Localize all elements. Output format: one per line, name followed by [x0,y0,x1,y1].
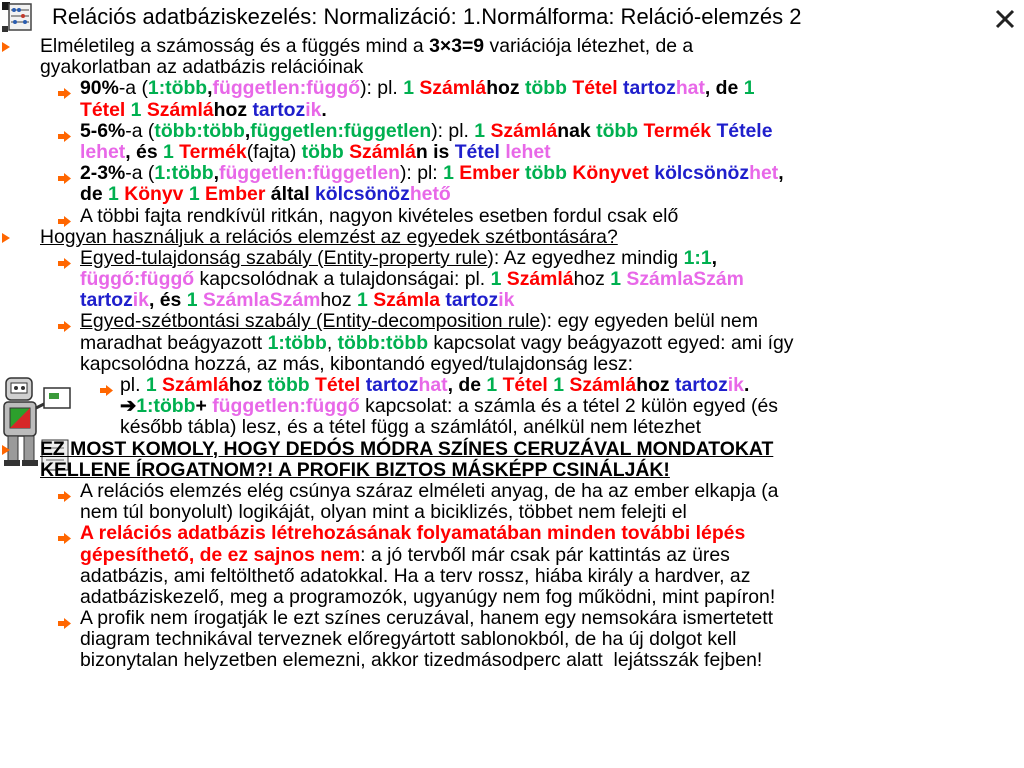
text-segment: lehet [505,140,551,163]
text-segment: több [525,162,573,185]
text-segment: adatbáziskezelő, meg a programozók, ugyanúgy nem fog működni, mint papíron! [80,585,776,608]
text-segment: ): pl: [399,162,444,185]
text-segment: tartoz [623,77,676,100]
text-segment: ): pl. [360,77,404,100]
text-segment: 1:több [147,77,208,100]
text-segment: hat [418,374,448,396]
arrow-bullet-icon [58,211,71,222]
text-segment: később tábla) lesz, és a tétel függ a számlától, anélkül nem létezhet [120,416,701,439]
text-line [0,354,1024,375]
text-line [0,206,1024,227]
text-segment: Számlá [419,77,487,100]
text-line [0,566,1024,587]
text-segment: . [321,98,327,121]
arrow-bullet-icon [2,42,10,52]
text-segment: maradhat beágyazott [80,331,268,354]
arrow-bullet-icon [58,613,71,624]
text-segment: által [270,183,315,206]
text-segment: ik [498,289,515,312]
text-segment: Tétel [502,374,554,396]
text-segment: diagram technikával terveznek előregyártott sablonokból, de ha új dolgot kell [80,628,737,651]
text-segment: lehet [80,140,126,163]
text-line [0,545,1024,566]
arrow-bullet-icon [100,380,113,391]
text-line [0,481,1024,502]
text-segment: Könyvet [572,162,655,185]
text-segment: . [743,374,750,396]
text-segment: Könyv [124,183,189,206]
text-segment: ik [727,374,744,396]
arrow-bullet-icon [58,528,71,539]
text-segment: 1 [186,289,203,312]
text-segment: Egyed-szétbontási szabály (Entity-decomposition rule [80,310,541,333]
text-segment: 1 [443,162,460,185]
text-segment: (fajta) [246,140,302,163]
close-icon[interactable] [992,4,1020,32]
text-segment: ): egy egyeden belül nem [540,310,758,333]
text-line [0,502,1024,523]
text-segment: ): Az egyedhez mindig [487,246,684,269]
text-segment: Számlá [506,268,574,291]
text-segment: független:független [219,162,400,185]
text-segment: , és [148,289,187,312]
text-segment: 1 [743,77,755,100]
text-segment: több [267,374,316,396]
text-segment: 1 [108,183,125,206]
text-segment: -a ( [118,77,148,100]
text-segment: tartoz [365,374,419,396]
text-segment: 1:több [267,331,327,354]
slide-title: Relációs adatbáziskezelés: Normalizáció: 1.Normálforma: Reláció-elemzés 2 [52,4,802,29]
text-segment: tartoz [675,374,728,396]
right-arrow-icon: ➔ [120,395,137,418]
text-segment: 1 [188,183,206,206]
arrow-bullet-icon [58,486,71,497]
text-segment: kapcsolat vagy beágyazott egyed: ami így [428,331,794,354]
text-segment: több [596,119,644,142]
text-line [0,248,1024,269]
text-segment: hető [409,183,451,206]
text-segment: Hogyan használjuk a relációs elemzést az egyedek szétbontására? [40,225,618,248]
text-segment: független:függő [212,395,360,418]
text-segment: A többi fajta rendkívül ritkán, nagyon kivételes esetben fordul csak elő [80,204,679,227]
text-segment: 1 [145,374,163,396]
text-segment: -a ( [125,162,155,185]
text-segment: Elméletileg a számosság és a függés mind a [40,35,430,57]
text-segment: tartoz [80,289,133,312]
text-segment: Számla [373,289,446,312]
text-line [0,311,1024,332]
text-line [0,100,1024,121]
text-segment: SzámlaSzám [626,268,744,291]
text-segment: nak [557,119,597,142]
text-segment: , [711,246,718,269]
text-segment: 1 [490,268,507,291]
text-segment: SzámlaSzám [202,289,321,312]
text-segment: kapcsolódnak a tulajdonságai: pl. [194,268,491,291]
text-line [0,608,1024,629]
text-segment: , [207,77,213,100]
text-line [0,396,1024,417]
text-segment: , [244,119,251,142]
text-segment: 3×3=9 [429,35,485,57]
text-segment: Ember [205,183,271,206]
text-segment: Termék [643,119,717,142]
text-segment: is [433,140,455,163]
text-segment: Termék [179,140,247,163]
text-segment: kapcsolat: a számla és a tétel 2 külön egyed (és [359,395,778,418]
text-line [0,142,1024,163]
text-segment: n [415,140,434,163]
text-segment: független:függő [212,77,361,100]
text-segment: , de [447,374,487,396]
text-segment: hoz [486,77,525,100]
text-segment: 2-3% [80,162,126,185]
text-segment: nem túl bonyolult) logikáját, olyan mint a biciklizés, többet nem felejti el [80,501,687,524]
text-line [0,290,1024,311]
text-line [0,227,1024,248]
text-segment: Számlá [490,119,558,142]
text-segment: 1 [553,374,570,396]
text-segment: 1 [474,119,491,142]
text-segment: hat [675,77,705,100]
text-segment: Számlá [146,98,214,121]
text-line [0,333,1024,354]
text-line [0,629,1024,650]
text-segment: de [80,183,109,206]
text-segment: , és [125,140,163,163]
text-segment: független:független [250,119,432,142]
text-segment: 1 [610,268,627,291]
arrow-bullet-icon [2,445,10,455]
text-segment: pl. [120,374,146,396]
text-line [0,184,1024,205]
slide-body [0,36,1024,672]
text-segment: több:több [154,119,245,142]
text-line [0,587,1024,608]
text-segment: kapcsolódna hozzá, az más, kibontandó egyed/tulajdonság lesz: [80,352,633,375]
text-segment: hoz [320,289,358,312]
text-segment: A profik nem írogatják le ezt színes ceruzával, hanem egy nemsokára ismertetett [80,607,773,630]
text-segment: hoz [228,374,268,396]
text-segment: , de [704,77,744,100]
text-segment: Ember [459,162,525,185]
arrow-bullet-icon [58,253,71,264]
text-segment: EZ MOST KOMOLY, HOGY DEDÓS MÓDRA SZÍNES CERUZÁVAL MONDATOKAT [40,437,774,460]
text-segment: 90% [80,77,119,100]
text-segment: tartoz [252,98,306,121]
text-segment: hoz [636,374,675,396]
text-line [0,36,1024,57]
text-segment: 1 [357,289,374,312]
text-line [0,121,1024,142]
text-segment: tartoz [445,289,499,312]
text-segment: Tétel [315,374,366,396]
text-segment: Számlá [162,374,229,396]
text-segment: 5-6% [80,119,126,142]
text-segment: , [326,331,338,354]
arrow-bullet-icon [58,83,71,94]
abacus-icon [0,0,34,34]
text-segment: ik [132,289,149,312]
text-segment: Számlá [569,374,637,396]
text-segment: kölcsönöz [314,183,410,206]
text-segment: variációja létezhet, de a [484,35,694,57]
text-segment: -a ( [125,119,155,142]
text-segment: Tétel [80,98,131,121]
text-line [0,375,1024,396]
text-segment: adatbázis, ami feltölthető adatokkal. Ha a terv rossz, hiába király a hardver, az [80,564,751,587]
text-line [0,460,1024,481]
text-line [0,417,1024,438]
arrow-bullet-icon [58,126,71,137]
arrow-bullet-icon [58,168,71,179]
text-segment: több [301,140,350,163]
text-segment: Tétel [572,77,624,100]
text-line [0,57,1024,78]
text-segment: bizonytalan helyzetben elemezni, akkor tizedmásodperc alatt lejátsszák fejben! [80,649,763,672]
text-segment: függő:függő [80,268,195,291]
text-segment: Számlá [349,140,416,163]
text-line [0,163,1024,184]
text-segment: kölcsönöz [654,162,750,185]
arrow-bullet-icon [58,316,71,327]
text-segment: hoz [573,268,611,291]
text-segment: 1:több [154,162,214,185]
text-segment: , [213,162,219,185]
text-segment: Tétele [716,119,773,142]
text-segment: hoz [213,98,253,121]
text-segment: 1 [403,77,420,100]
text-segment: het [749,162,779,185]
text-line [0,523,1024,544]
text-segment: A relációs adatbázis létrehozásának folyamatában minden további lépés [80,522,746,545]
text-segment: 1 [130,98,147,121]
text-segment: A relációs elemzés elég csúnya száraz elméleti anyag, de ha az ember elkapja (a [80,479,779,502]
text-segment: több [524,77,573,100]
text-segment: gyakorlatban az adatbázis relációinak [40,56,364,79]
text-segment: KELLENE ÍROGATNOM?! A PROFIK BIZTOS MÁSKÉPP CSINÁLJÁK! [40,458,670,481]
text-segment: , [778,162,784,185]
text-segment: 1 [486,374,503,396]
text-segment: több:több [337,331,429,354]
text-line [0,78,1024,99]
text-segment: Tétel [454,140,506,163]
text-segment: : a jó tervből már csak pár kattintás az üres [360,543,730,566]
text-segment: gépesíthető, de ez sajnos nem [80,543,361,566]
text-line [0,439,1024,460]
text-segment: 1 [163,140,180,163]
text-segment: 1:több [136,395,196,418]
text-segment: Egyed-tulajdonság szabály (Entity-property rule [80,246,488,269]
text-line [0,269,1024,290]
text-line [0,650,1024,671]
text-segment: ik [305,98,322,121]
text-segment: + [195,395,213,418]
text-segment: 1:1 [683,246,712,269]
text-segment: ): pl. [431,119,475,142]
arrow-bullet-icon [2,233,10,243]
